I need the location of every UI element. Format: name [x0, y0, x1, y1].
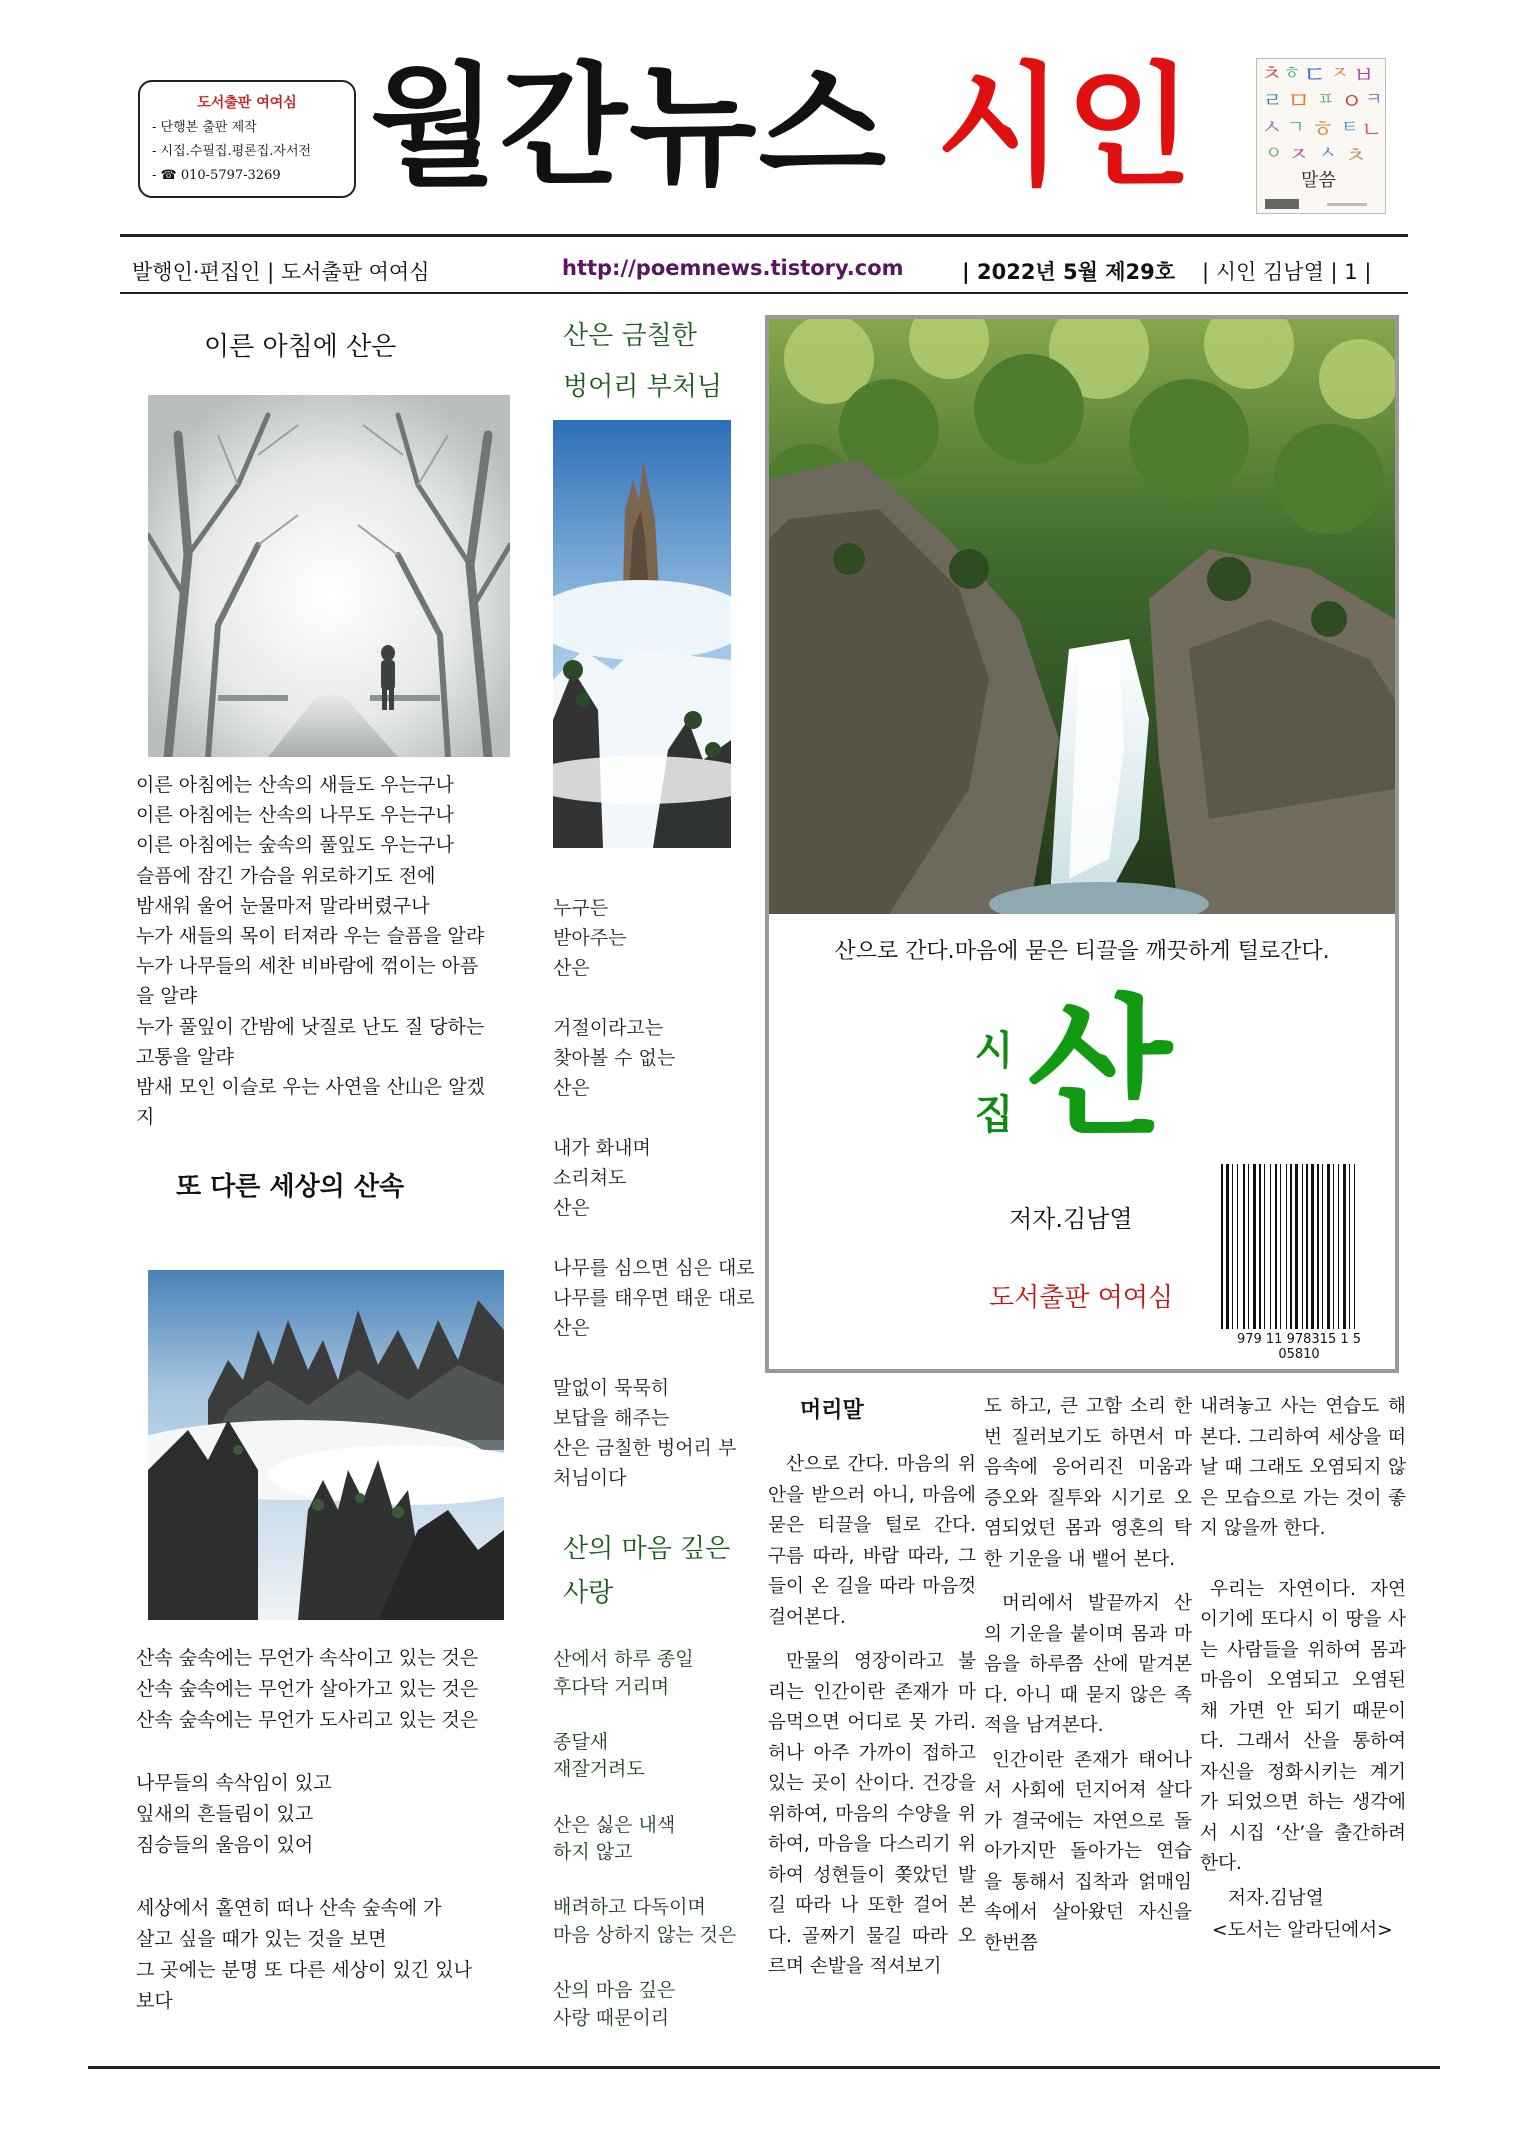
book-label-jip: 집 [974, 1092, 1014, 1138]
svg-text:ㅅ: ㅅ [1261, 116, 1283, 141]
svg-text:ㅇ: ㅇ [1341, 90, 1363, 115]
header-rule-bottom [120, 292, 1408, 294]
waterfall-image [769, 319, 1395, 914]
info-issue: | 2022년 5월 제29호 [962, 260, 1176, 284]
info-url-link[interactable]: http://poemnews.tistory.com [562, 256, 904, 280]
svg-text:ㅇ: ㅇ [1265, 143, 1283, 164]
rock-pinnacle-image [553, 420, 731, 848]
book-label-si: 시 [974, 1028, 1014, 1074]
publisher-box-line: - ☎ 010-5797-3269 [152, 168, 281, 183]
barcode [1219, 1164, 1379, 1334]
masthead-main: 월간뉴스 [370, 50, 937, 204]
publisher-box-line: - 시집.수필집.평론집.자서전 [152, 144, 312, 159]
masthead [370, 52, 1260, 202]
info-bar [132, 252, 1402, 288]
footer-rule [88, 2066, 1440, 2069]
info-publisher: 발행인·편집인 | 도서출판 여여심 [132, 260, 430, 284]
book-publisher: 도서출판 여여심 [989, 1283, 1174, 1313]
preface-heading: 머리말 [800, 1398, 864, 1423]
info-poet: | 시인 김남열 | 1 | [1202, 260, 1372, 284]
svg-text:ㅂ: ㅂ [1353, 64, 1375, 89]
svg-text:ㄱ: ㄱ [1287, 117, 1305, 138]
svg-text:ㅍ: ㅍ [1317, 89, 1335, 110]
preface-column-1 [768, 1450, 976, 1983]
publisher-box-line: - 단행본 출판 제작 [152, 120, 257, 135]
svg-text:ㅊ: ㅊ [1345, 144, 1367, 169]
poem-title: 산은 금칠한 [563, 321, 697, 351]
svg-text:ㄹ: ㄹ [1263, 88, 1283, 112]
svg-text:ㅋ: ㅋ [1365, 89, 1383, 110]
poem-body: 누구든 받아주는 산은 거절이라고는 찾아볼 수 없는 산은 내가 화내며 소리쳐도 산은 나무를 심으면 심은 대로 나무를 태우면 태운 대로 산은 말없이 묵묵히 보답을 해주는 산은 금칠한 벙어리 부 처님이다 [553, 897, 755, 1489]
letter-collage-icon [1257, 59, 1386, 214]
svg-text:ㅌ: ㅌ [1341, 117, 1359, 138]
poem-title: 산의 마음 깊은 [563, 1534, 731, 1564]
preface-paragraph: 머리에서 발끝까지 산의 기운을 붙이며 몸과 마음을 하루쯤 산에 맡겨본다. 아니 때 묻지 않은 족적을 남겨본다. [984, 1593, 1192, 1736]
mountain-cloud-sea-image [148, 1270, 504, 1620]
poem-title: 사랑 [563, 1578, 614, 1608]
svg-text:ㄴ: ㄴ [1361, 118, 1383, 143]
header-rule-top [120, 234, 1408, 237]
preface-source: <도서는 알라딘에서> [1212, 1920, 1393, 1941]
book-author: 저자.김남열 [1009, 1205, 1133, 1233]
preface-paragraph: 만물의 영장이라고 불리는 인간이란 존재가 마음먹으면 어디로 못 가리. 허나 아주 가까이 접하고 있는 곳이 산이다. 건강을 위하여, 마음의 수양을 위하여, 마음을 다스리기 위하여 성현들이 쫒았던 발길 따라 나 또한 걸어 본다. 골짜기 물길 따라 오르며 손발을 적셔보기 [768, 1651, 976, 1977]
preface-paragraph: 내려놓고 사는 연습도 해본다. 그리하여 세상을 떠날 때 그래도 오염되지 않은 모습으로 가는 것이 좋지 않을까 한다. [1200, 1396, 1406, 1539]
masthead-accent: 시인 [936, 50, 1196, 204]
publisher-box [138, 80, 356, 198]
preface-signature: 저자.김남열 [1228, 1887, 1324, 1909]
book-cover-thumbnail [1256, 58, 1386, 214]
book-caption: 산으로 간다.마음에 묻은 티끌을 깨끗하게 털로간다. [834, 939, 1330, 964]
poem-body: 이른 아침에는 산속의 새들도 우는구나 이른 아침에는 산속의 나무도 우는구나 이른 아침에는 숲속의 풀잎도 우는구나 슬픔에 잠긴 가슴을 위로하기도 전에 밤새워 울어 눈물마저 말라버렸구나 누가 새들의 목이 터져라 우는 슬픔을 알랴 누가 나무들의 세찬 비바람에 꺾이는 아픔 을 알랴 누가 풀잎이 간밤에 낫질로 난도 질 당하는 고통을 알랴 밤새 모인 이슬로 우는 사연을 산山은 알겠 지 [136, 774, 485, 1129]
svg-text:ㅈ: ㅈ [1331, 63, 1349, 84]
poem-body: 산속 숲속에는 무언가 속삭이고 있는 것은 산속 숲속에는 무언가 살아가고 있는 것은 산속 숲속에는 무언가 도사리고 있는 것은 나무들의 속삭임이 있고 잎새의 흔들림이 있고 짐승들의 울음이 있어 세상에서 홀연히 떠나 산속 숲속에 가 살고 싶을 때가 있는 것을 보면 그 곳에는 분명 또 다른 세상이 있긴 있나 보다 [136, 1647, 479, 2013]
preface-paragraph: 인간이란 존재가 태어나서 사회에 던지어져 살다가 결국에는 자연으로 돌아가지만 돌아가는 연습을 통해서 집착과 얽매임 속에서 살아왔던 자신을 한번쯤 [984, 1749, 1192, 1954]
poem-title: 벙어리 부처님 [563, 372, 722, 402]
svg-text:ㅊ: ㅊ [1261, 62, 1283, 87]
publisher-box-title: 도서출판 여여심 [197, 95, 297, 111]
svg-text:ㄷ: ㄷ [1303, 61, 1327, 89]
svg-text:ㅈ: ㅈ [1289, 142, 1309, 166]
svg-text:ㅅ: ㅅ [1319, 143, 1337, 164]
svg-text:ㅁ: ㅁ [1287, 87, 1311, 115]
svg-text:ㅎ: ㅎ [1311, 115, 1335, 143]
preface-column-2 [984, 1392, 1192, 1959]
cover-thumb-label: 말씀 [1301, 170, 1336, 191]
preface-paragraph: 산으로 간다. 마음의 위안을 받으러 아니, 마음에 묻은 티끌을 털로 간다. 구름 따라, 바람 따라, 그들이 온 길을 따라 마음껏 걸어본다. [768, 1454, 976, 1628]
book-title: 산 [1027, 982, 1172, 1156]
isbn-number: 979 11 978315 1 5 05810 [1236, 1332, 1362, 1362]
misty-forest-image [148, 395, 510, 757]
poem-title: 이른 아침에 산은 [204, 332, 397, 362]
poem-title: 또 다른 세상의 산속 [176, 1172, 405, 1202]
preface-paragraph: 우리는 자연이다. 자연이기에 또다시 이 땅을 사는 사람들을 위하여 몸과 마음이 오염되고 오염된 채 가면 안 되기 때문이다. 그래서 산을 통하여 자신을 정화시키는 계기가 되었으면 하는 생각에서 시집 ‘산’을 출간하려한다. [1200, 1578, 1406, 1874]
preface-paragraph: 도 하고, 큰 고함 소리 한 번 질러보기도 하면서 마음속에 응어리진 미움과 증오와 질투와 시기로 오염되었던 몸과 영혼의 탁한 기운을 내 뱉어 본다. [984, 1396, 1192, 1570]
preface-column-3 [1200, 1392, 1406, 1947]
book-cover [765, 315, 1399, 1373]
svg-text:ㅎ: ㅎ [1283, 63, 1301, 84]
poem-body: 산에서 하루 종일 후다닥 거리며 종달새 재잘거려도 산은 싫은 내색 하지 않고 배려하고 다독이며 마음 상하지 않는 것은 산의 마음 깊은 사랑 때문이리 [553, 1648, 737, 2029]
book-label-vertical [969, 1027, 1019, 1139]
